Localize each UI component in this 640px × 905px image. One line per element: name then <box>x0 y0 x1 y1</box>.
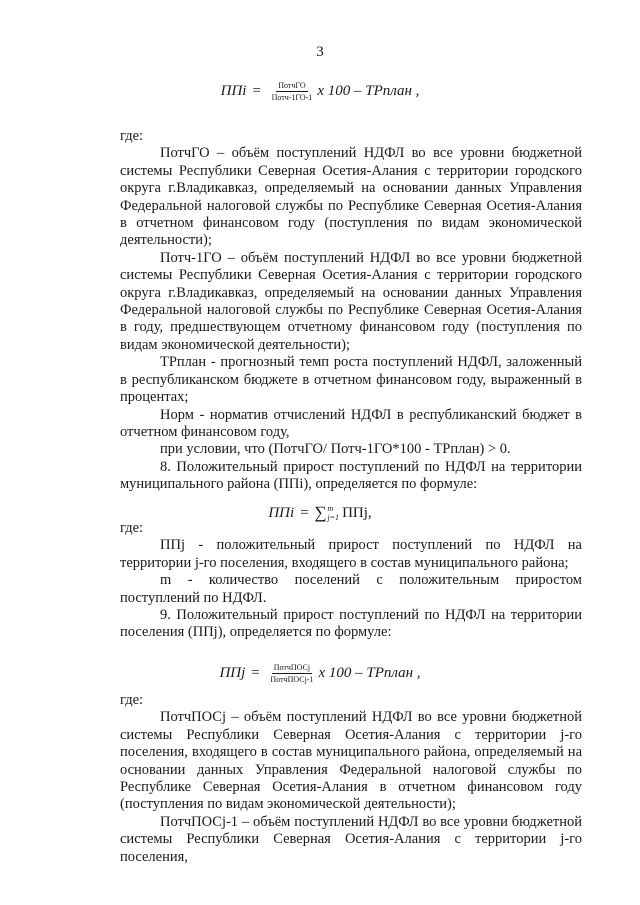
definition-norm: Норм - норматив отчислений НДФЛ в республиканский бюджет в отчетном финансовом году, <box>120 406 582 440</box>
fraction <box>268 662 315 685</box>
condition-text: при условии, что (ПотчГО/ Потч-1ГО*100 - ТРплан) > 0. <box>160 441 511 458</box>
fraction-denominator: ПотчПОСj-1 <box>270 675 314 684</box>
fraction-numerator: ПотчПОСj <box>273 663 311 672</box>
fraction-denominator: Потч-1ГО-1 <box>271 93 313 102</box>
formula-lhs: ППj <box>219 665 246 681</box>
sum-symbol: ∑ <box>314 503 327 522</box>
equals-sign: = <box>251 83 262 99</box>
definitions-block-1 <box>120 128 582 494</box>
where-label: где: <box>120 520 144 536</box>
sum-upper-limit: m <box>327 504 334 513</box>
section-9-text: 9. Положительный прирост поступлений по НДФЛ на территории поселения (ППj), определяется по формуле: <box>120 607 582 641</box>
definition-potch-go: ПотчГО – объём поступлений НДФЛ во все уровни бюджетной системы Республики Северная Осетия-Алания с территории городского округа г.Владикавказ, определяемый на основании данных Управления Федеральной налоговой службы по Республике Северная Осетия-Алания в отчетном финансовом году (поступления по видам экономической деятельности); <box>120 145 582 249</box>
definitions-block-2 <box>120 520 582 642</box>
where-label: где: <box>120 128 144 144</box>
definition-potch-pos-j-1: ПотчПОСj-1 – объём поступлений НДФЛ во все уровни бюджетной системы Республики Северная Осетия-Алания с территории j-го поселения, <box>120 813 582 865</box>
definition-trplan: ТРплан - прогнозный темп роста поступлений НДФЛ, заложенный в республиканском бюджете в отчетном финансовом году, выраженный в процентах; <box>120 354 582 406</box>
definition-potch-pos-j: ПотчПОСj – объём поступлений НДФЛ во все уровни бюджетной системы Республики Северная Осетия-Алания с территории j-го поселения, входящего в состав муниципального района, определяемый на основании данных Управления Федеральной налоговой службы по Республике Северная Осетия-Алания в отчетном финансовом году (поступления по видам экономической деятельности); <box>120 709 582 813</box>
formula-rhs: x 100 – ТРплан , <box>318 665 421 681</box>
fraction-numerator: ПотчГО <box>278 81 306 90</box>
formula-ppi <box>0 80 640 103</box>
where-label: где: <box>120 692 144 708</box>
sum-lower-limit: j=1 <box>327 513 340 522</box>
page-number: 3 <box>316 44 324 60</box>
equals-sign: = <box>299 504 310 521</box>
formula-lhs: ППi <box>220 83 247 99</box>
formula-ppj <box>0 662 640 685</box>
sum-term: ППj, <box>342 504 372 521</box>
formula-rhs: x 100 – ТРплан , <box>317 83 420 99</box>
fraction <box>270 80 315 103</box>
definition-m: m - количество поселений с положительным приростом поступлений по НДФЛ. <box>120 572 582 606</box>
definitions-block-3 <box>120 692 582 866</box>
formula-lhs: ППi <box>268 504 295 521</box>
definition-ppj: ППj - положительный прирост поступлений по НДФЛ на территории j-го поселения, входящего в состав муниципального района; <box>120 537 582 571</box>
equals-sign: = <box>250 665 261 681</box>
section-8-text: 8. Положительный прирост поступлений по НДФЛ на территории муниципального района (ППi), определяется по формуле: <box>120 458 582 493</box>
definition-potch-1-go: Потч-1ГО – объём поступлений НДФЛ во все уровни бюджетной системы Республики Северная Осетия-Алания с территории городского округа г.Владикавказ, определяемый на основании данных Управления Федеральной налоговой службы по Республике Северная Осетия-Алания в году, предшествующем отчетному финансовом году (поступления по видам экономической деятельности); <box>120 249 582 353</box>
